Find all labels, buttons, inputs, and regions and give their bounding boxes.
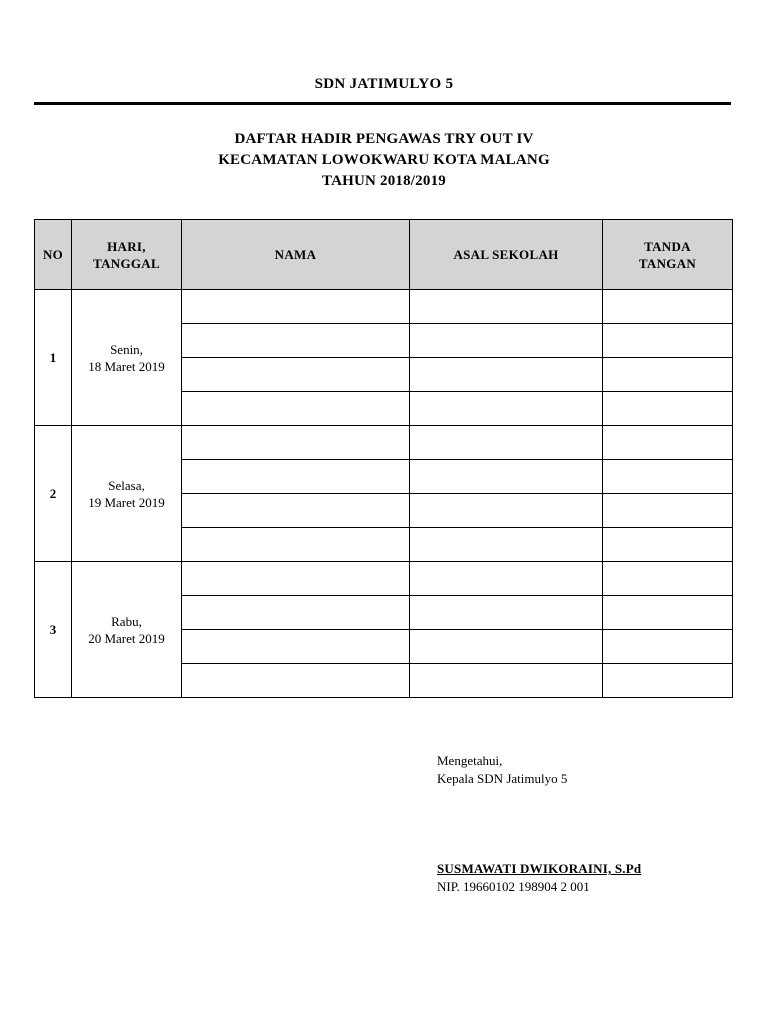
row-day: Senin,: [110, 341, 143, 357]
header-signature-line-2: TANGAN: [638, 255, 697, 271]
school-cell[interactable]: [410, 460, 603, 494]
acknowledgement-line-2: Kepala SDN Jatimulyo 5: [437, 771, 568, 786]
school-cell[interactable]: [410, 358, 603, 392]
row-day: Selasa,: [108, 477, 145, 493]
name-cell[interactable]: [182, 426, 410, 460]
name-cell[interactable]: [182, 324, 410, 358]
signer-nip: NIP. 19660102 198904 2 001: [437, 879, 590, 894]
name-cell[interactable]: [182, 392, 410, 426]
header-divider: [34, 102, 731, 105]
row-number: 2: [35, 426, 72, 562]
signature-cell[interactable]: [603, 494, 733, 528]
name-cell[interactable]: [182, 528, 410, 562]
title-line-3: TAHUN 2018/2019: [322, 173, 446, 189]
name-cell[interactable]: [182, 290, 410, 324]
school-cell[interactable]: [410, 596, 603, 630]
header-date: [72, 220, 182, 290]
row-date-text: 19 Maret 2019: [88, 494, 165, 510]
name-cell[interactable]: [182, 562, 410, 596]
document-title: [0, 129, 768, 192]
school-cell[interactable]: [410, 324, 603, 358]
school-cell[interactable]: [410, 562, 603, 596]
school-cell[interactable]: [410, 426, 603, 460]
header-date-line-2: TANGGAL: [93, 255, 160, 271]
signature-cell[interactable]: [603, 324, 733, 358]
name-cell[interactable]: [182, 358, 410, 392]
signature-cell[interactable]: [603, 460, 733, 494]
table-header-row: [35, 220, 733, 290]
name-cell[interactable]: [182, 494, 410, 528]
signer-name: SUSMAWATI DWIKORAINI, S.Pd: [437, 861, 642, 876]
row-date: [72, 290, 182, 426]
attendance-table: [34, 219, 733, 698]
header-signature-line-1: TANDA: [644, 238, 691, 254]
name-cell[interactable]: [182, 664, 410, 698]
row-date-text: 18 Maret 2019: [88, 358, 165, 374]
name-cell[interactable]: [182, 596, 410, 630]
signature-cell[interactable]: [603, 596, 733, 630]
signature-cell[interactable]: [603, 664, 733, 698]
name-cell[interactable]: [182, 630, 410, 664]
signature-cell[interactable]: [603, 392, 733, 426]
title-line-2: KECAMATAN LOWOKWARU KOTA MALANG: [218, 152, 550, 168]
school-cell[interactable]: [410, 494, 603, 528]
row-date: [72, 426, 182, 562]
title-line-1: DAFTAR HADIR PENGAWAS TRY OUT IV: [234, 131, 534, 147]
signer-block: [437, 860, 641, 896]
acknowledgement-block: [437, 752, 567, 788]
school-cell[interactable]: [410, 664, 603, 698]
signature-cell[interactable]: [603, 630, 733, 664]
header-signature: [603, 220, 733, 290]
row-day: Rabu,: [111, 613, 142, 629]
signature-cell[interactable]: [603, 426, 733, 460]
school-name: SDN JATIMULYO 5: [314, 76, 454, 92]
school-cell[interactable]: [410, 392, 603, 426]
row-number: 1: [35, 290, 72, 426]
signature-cell[interactable]: [603, 290, 733, 324]
signature-cell[interactable]: [603, 358, 733, 392]
acknowledgement-line-1: Mengetahui,: [437, 753, 503, 768]
name-cell[interactable]: [182, 460, 410, 494]
table-row: [35, 562, 733, 596]
table-row: [35, 426, 733, 460]
table-row: [35, 290, 733, 324]
header-school: ASAL SEKOLAH: [410, 220, 603, 290]
header-no: NO: [35, 220, 72, 290]
signature-cell[interactable]: [603, 528, 733, 562]
school-cell[interactable]: [410, 290, 603, 324]
school-cell[interactable]: [410, 528, 603, 562]
row-number: 3: [35, 562, 72, 698]
school-cell[interactable]: [410, 630, 603, 664]
signature-cell[interactable]: [603, 562, 733, 596]
row-date-text: 20 Maret 2019: [88, 630, 165, 646]
header-name: NAMA: [182, 220, 410, 290]
header-date-line-1: HARI,: [107, 238, 146, 254]
row-date: [72, 562, 182, 698]
